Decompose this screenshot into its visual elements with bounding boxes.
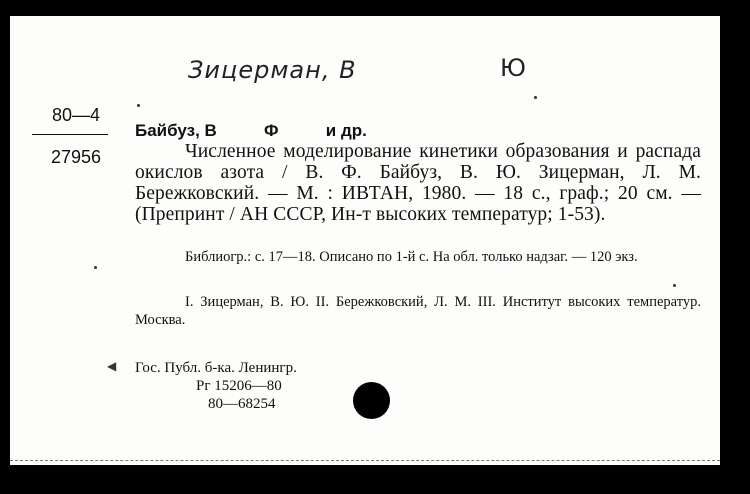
card-bottom-edge xyxy=(10,460,720,461)
library-card-number: 80—68254 xyxy=(208,396,276,412)
ink-speck xyxy=(673,284,676,287)
bibliographic-description: Численное моделирование кинетики образования и распада окислов азота / В. Ф. Байбуз, В. Ю. Зицерман, Л. М. Бережковский. — М. : ИВТАН, 1980. — 18 с., граф.; 20 см. — (Препринт / АН СССР, Ин-т высоких температур; 1-53). xyxy=(135,141,701,225)
ink-speck xyxy=(534,96,537,99)
tracings: I. Зицерман, В. Ю. II. Бережковский, Л. М. III. Институт высоких температур. Москва. xyxy=(135,294,701,328)
accession-number: 27956 xyxy=(50,147,102,167)
handwritten-annotation-name: Зицерман, В xyxy=(188,56,357,84)
ink-speck xyxy=(94,266,97,269)
library-record-number: Рг 15206—80 xyxy=(196,378,282,394)
call-number-divider xyxy=(32,134,108,135)
arrow-mark-icon: ◀ xyxy=(107,359,117,373)
library-name: Гос. Публ. б-ка. Ленингр. xyxy=(135,360,297,376)
bibliographic-note: Библиогр.: с. 17—18. Описано по 1-й с. На обл. только надзаг. — 120 экз. xyxy=(185,249,638,265)
handwritten-annotation-initial: Ю xyxy=(500,54,526,82)
punch-hole xyxy=(353,382,390,419)
ink-speck xyxy=(137,104,140,107)
library-imprint xyxy=(135,359,297,413)
catalog-card xyxy=(10,16,720,465)
author-heading: Байбуз, В Ф и др. xyxy=(135,121,367,140)
call-number: 80—4 xyxy=(51,105,101,125)
